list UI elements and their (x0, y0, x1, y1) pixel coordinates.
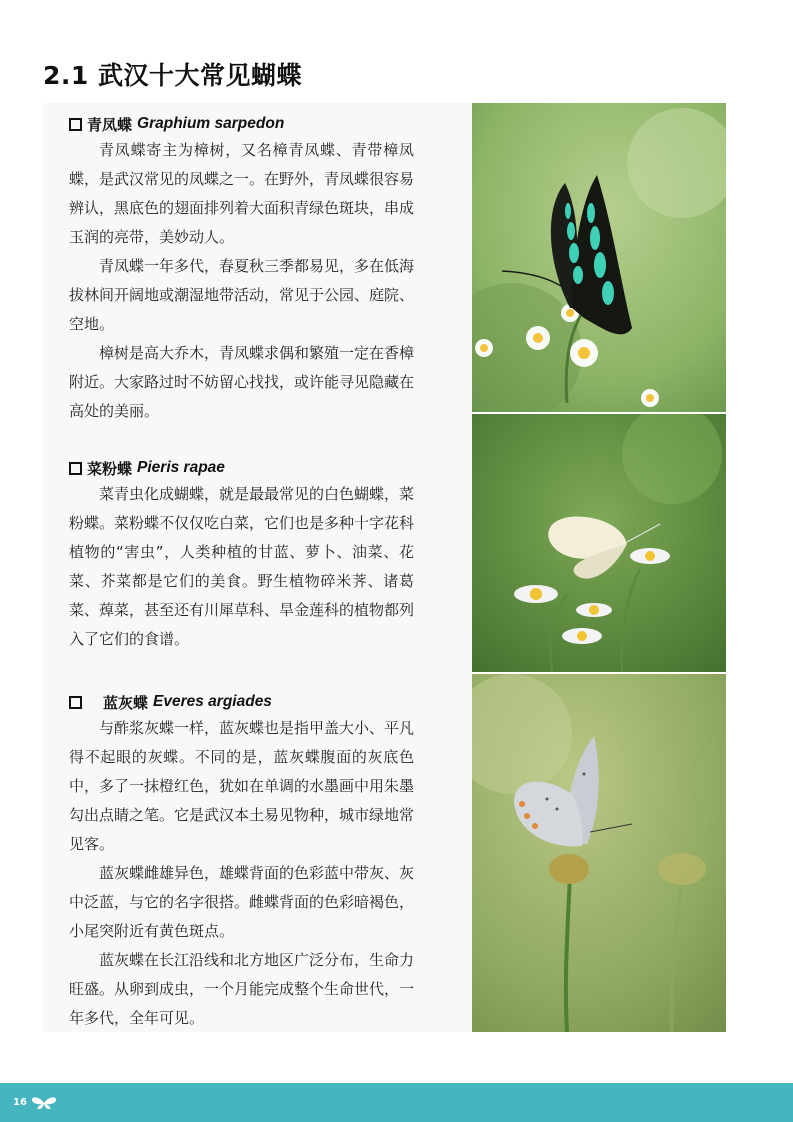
paragraph: 菜青虫化成蝴蝶，就是最最常见的白色蝴蝶，菜粉蝶。菜粉蝶不仅仅吃白菜，它们也是多种十字花科植物的“害虫”，人类种植的甘蓝、萝卜、油菜、花菜、芥菜都是它们的美食。野生植物碎米荠、诸葛菜、蔊菜，甚至还有川犀草科、旱金莲科的植物都列入了它们的食谱。 (69, 485, 415, 648)
section-heading (69, 456, 414, 480)
paragraph: 与酢浆灰蝶一样，蓝灰蝶也是指甲盖大小、平凡得不起眼的灰蝶。不同的是，蓝灰蝶腹面的灰底色中，多了一抹橙红色，犹如在单调的水墨画中用朱墨勾出点睛之笔。它是武汉本土易见物种，城市绿地常见客。 (69, 719, 415, 853)
photo-everes-argiades (472, 674, 726, 1032)
section-name-latin: Pieris rapae (137, 459, 225, 476)
page-title: 2.1 武汉十大常见蝴蝶 (43, 61, 302, 90)
section-heading (69, 112, 414, 136)
section-name-cn: 蓝灰蝶 (103, 693, 149, 712)
section-name-cn: 青凤蝶 (87, 115, 133, 134)
checkbox-icon (69, 462, 82, 475)
paragraph: 蓝灰蝶雌雄异色，雄蝶背面的色彩蓝中带灰、灰中泛蓝，与它的名字很搭。雌蝶背面的色彩暗褐色，小尾突附近有黄色斑点。 (69, 864, 415, 940)
section-pieris (69, 456, 414, 654)
checkbox-icon (69, 696, 82, 709)
butterfly-logo-icon (31, 1096, 57, 1110)
photo-pieris-rapae (472, 414, 726, 672)
section-name-latin: Graphium sarpedon (137, 115, 285, 132)
section-name-latin: Everes argiades (153, 693, 272, 710)
section-everes (69, 690, 414, 1033)
paragraph: 蓝灰蝶在长江沿线和北方地区广泛分布，生命力旺盛。从卵到成虫，一个月能完成整个生命世代，一年多代，全年可见。 (69, 951, 415, 1027)
paragraph: 青凤蝶寄主为樟树，又名樟青凤蝶、青带樟凤蝶，是武汉常见的凤蝶之一。在野外，青凤蝶很容易辨认，黑底色的翅面排列着大面积青绿色斑块，串成玉润的亮带，美妙动人。 (69, 141, 415, 246)
paragraph: 青凤蝶一年多代，春夏秋三季都易见，多在低海拔林间开阔地或潮湿地带活动，常见于公园、庭院、空地。 (69, 257, 415, 333)
footer-bar (0, 1083, 793, 1122)
section-heading (69, 690, 414, 714)
section-graphium (69, 112, 414, 426)
photo-graphium-sarpedon (472, 103, 726, 412)
checkbox-icon (69, 118, 82, 131)
section-name-cn: 菜粉蝶 (87, 459, 133, 478)
page-number: 16 (13, 1097, 27, 1108)
paragraph: 樟树是高大乔木，青凤蝶求偶和繁殖一定在香樟附近。大家路过时不妨留心找找，或许能寻见隐藏在高处的美丽。 (69, 344, 415, 420)
